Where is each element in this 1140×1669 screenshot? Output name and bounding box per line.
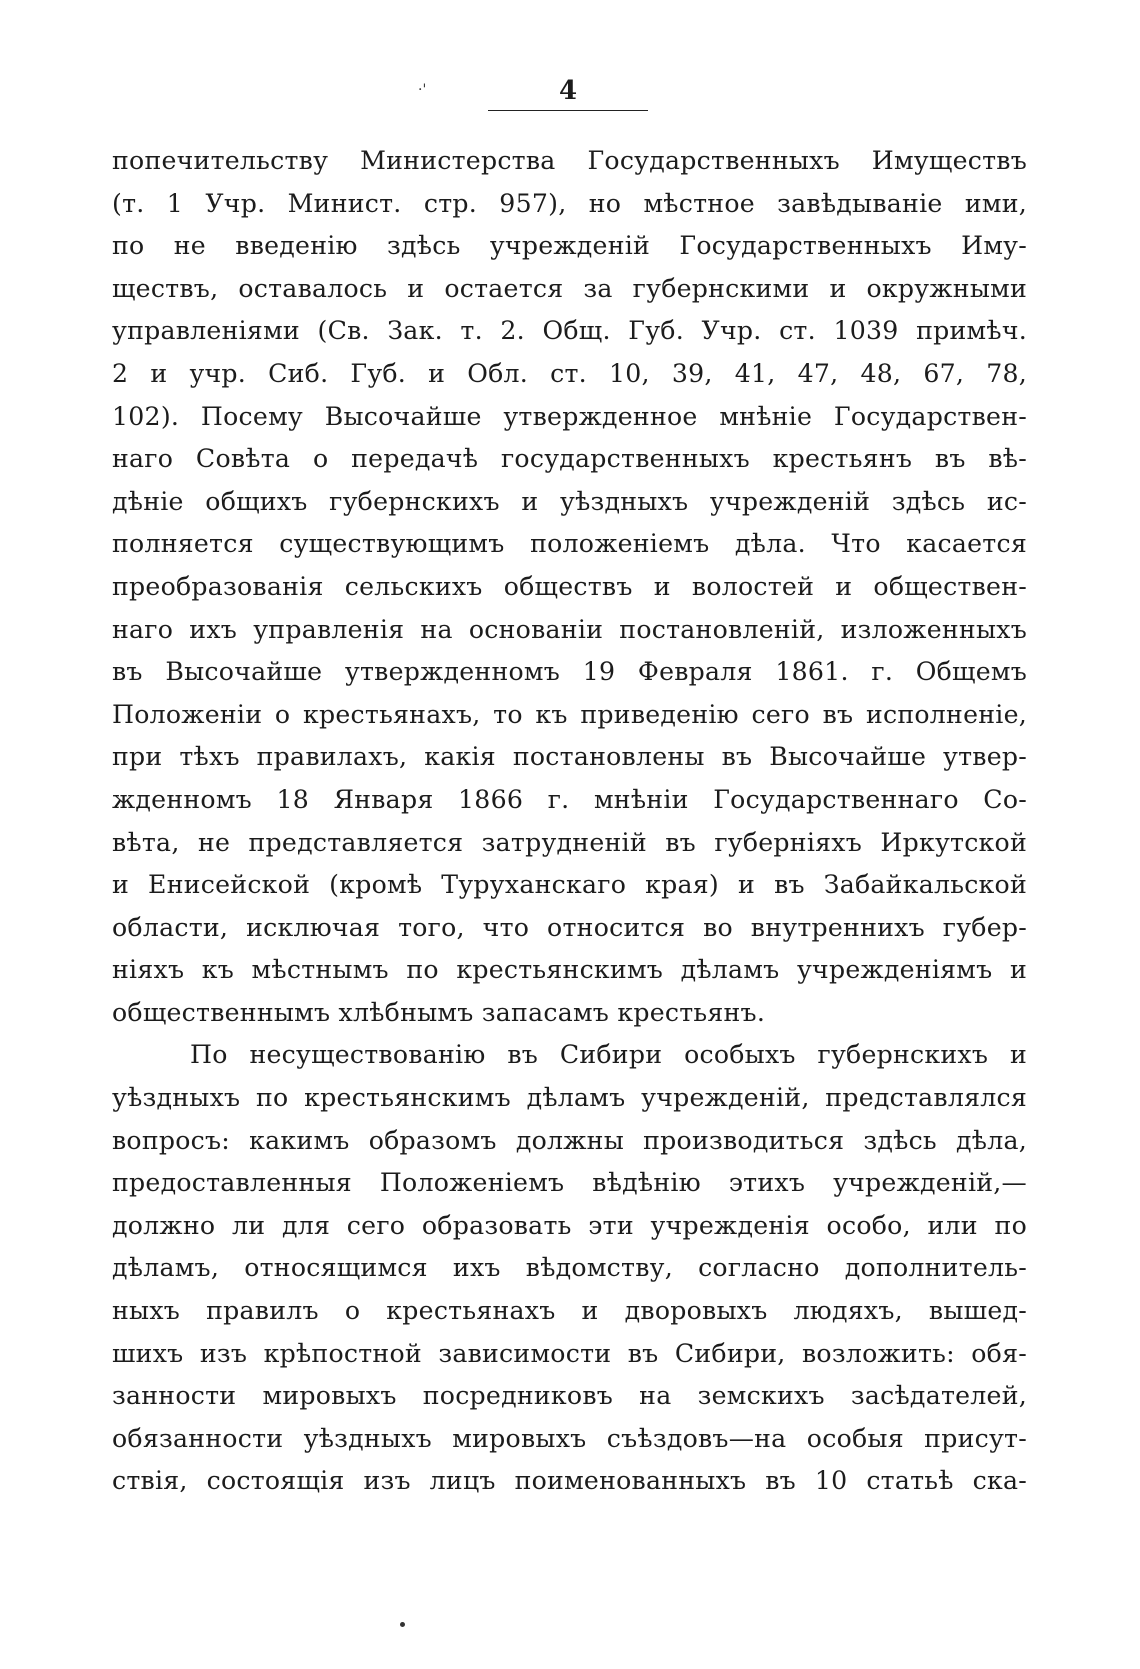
text-line: 2 и учр. Сиб. Губ. и Обл. ст. 10, 39, 41, 47, 48, 67, 78, — [112, 358, 1027, 388]
text-line: наго Совѣта о передачѣ государственныхъ крестьянъ въ вѣ- — [112, 444, 1027, 474]
text-line: ныхъ правилъ о крестьянахъ и дворовыхъ людяхъ, вышед- — [112, 1296, 1027, 1326]
text-line: Положеніи о крестьянахъ, то къ приведенію сего въ исполненіе, — [112, 699, 1027, 729]
text-line: дѣламъ, относящимся ихъ вѣдомству, согласно дополнитель- — [112, 1253, 1027, 1283]
text-line: (т. 1 Учр. Минист. стр. 957), но мѣстное завѣдываніе ими, — [112, 188, 1027, 218]
text-line: 102). Посему Высочайше утвержденное мнѣніе Государствен- — [112, 401, 1027, 431]
text-line: наго ихъ управленія на основаніи постановленій, изложенныхъ — [112, 614, 1027, 644]
text-line: ществъ, оставалось и остается за губернскими и окружными — [112, 273, 1027, 303]
print-specks: ·' — [418, 82, 427, 98]
text-line: вопросъ: какимъ образомъ должны производиться здѣсь дѣла, — [112, 1125, 1027, 1155]
paragraph-2 — [112, 1034, 1027, 1503]
text-line: въ Высочайше утвержденномъ 19 Февраля 1861. г. Общемъ — [112, 657, 1027, 687]
text-line: общественнымъ хлѣбнымъ запасамъ крестьянъ. — [112, 997, 766, 1027]
page-number: 4 — [488, 76, 648, 111]
text-line: вѣта, не представляется затрудненій въ губерніяхъ Иркутской — [112, 827, 1027, 857]
text-line: полняется существующимъ положеніемъ дѣла. Что касается — [112, 529, 1027, 559]
print-speck — [400, 1622, 405, 1627]
text-line: преобразованія сельскихъ обществъ и волостей и обществен- — [112, 571, 1027, 601]
text-line: По несуществованію въ Сибири особыхъ губернскихъ и — [190, 1040, 1027, 1070]
text-line: ніяхъ къ мѣстнымъ по крестьянскимъ дѣламъ учрежденіямъ и — [112, 955, 1027, 985]
text-line: занности мировыхъ посредниковъ на земскихъ засѣдателей, — [112, 1381, 1027, 1411]
body-text — [112, 140, 1027, 1503]
text-line: при тѣхъ правилахъ, какія постановлены въ Высочайше утвер- — [112, 742, 1027, 772]
text-line: должно ли для сего образовать эти учрежденія особо, или по — [112, 1210, 1027, 1240]
text-line: ствія, состоящія изъ лицъ поименованныхъ въ 10 статьѣ ска- — [112, 1466, 1027, 1496]
paragraph-1 — [112, 140, 1027, 1034]
text-line: обязанности уѣздныхъ мировыхъ съѣздовъ—на особыя присут- — [112, 1423, 1027, 1453]
text-line: области, исключая того, что относится во внутреннихъ губер- — [112, 912, 1027, 942]
text-line: и Енисейской (кромѣ Туруханскаго края) и въ Забайкальской — [112, 870, 1027, 900]
text-line: управленіями (Св. Зак. т. 2. Общ. Губ. Учр. ст. 1039 примѣч. — [112, 316, 1027, 346]
text-line: шихъ изъ крѣпостной зависимости въ Сибири, возложить: обя- — [112, 1338, 1027, 1368]
text-line: уѣздныхъ по крестьянскимъ дѣламъ учрежденій, представлялся — [112, 1083, 1027, 1113]
text-line: дѣніе общихъ губернскихъ и уѣздныхъ учрежденій здѣсь ис- — [112, 486, 1027, 516]
text-line: предоставленныя Положеніемъ вѣдѣнію этихъ учрежденій,— — [112, 1168, 1027, 1198]
text-line: попечительству Министерства Государственныхъ Имуществъ — [112, 146, 1027, 175]
text-line: жденномъ 18 Января 1866 г. мнѣніи Государственнаго Со- — [112, 784, 1027, 814]
text-line: по не введенію здѣсь учрежденій Государственныхъ Иму- — [112, 231, 1027, 261]
